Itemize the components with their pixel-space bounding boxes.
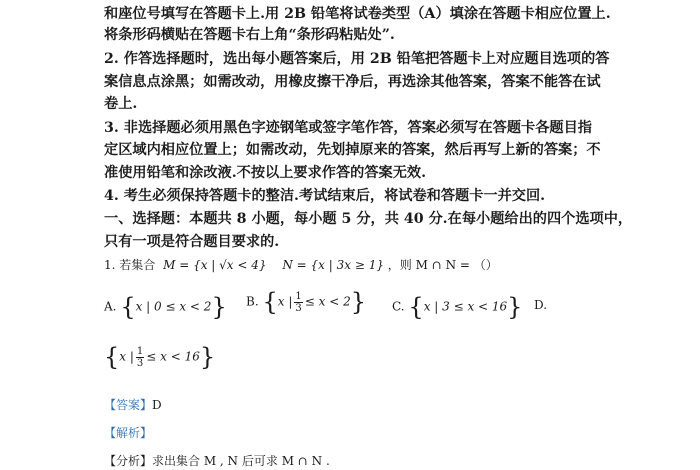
analysis-row xyxy=(104,424,152,441)
fraction-denominator: 3 xyxy=(295,302,302,314)
option-c-label: C. xyxy=(392,299,405,314)
brace-open-icon: { xyxy=(408,293,424,321)
instruction-line-2: 将条形码横贴在答题卡右上角“条形码粘贴处”. xyxy=(104,27,395,43)
brace-open-icon: { xyxy=(120,293,136,321)
option-b-text-pre: x | xyxy=(277,294,293,309)
instruction-line-5: 卷上. xyxy=(104,96,138,112)
brace-close-icon: } xyxy=(199,343,216,371)
option-b-text-post: ≤ x < 2 xyxy=(304,294,351,309)
set-M-definition: M = {x | √x < 4} xyxy=(163,258,267,272)
option-c-text: x | 3 ≤ x < 16 xyxy=(423,299,508,314)
instruction-line-7: 定区域内相应位置上；如需改动，先划掉原来的答案，然后再写上新的答案；不 xyxy=(104,142,601,158)
answer-label: 【答案】 xyxy=(104,398,153,412)
answer-row xyxy=(104,396,162,413)
question-stem xyxy=(104,256,498,273)
option-d[interactable] xyxy=(104,343,215,371)
instruction-line-4: 案信息点涂黑；如需改动，用橡皮擦干净后，再选涂其他答案，答案不能答在试 xyxy=(104,74,601,90)
instruction-line-6: 3. 非选择题必须用黑色字迹钢笔或签字笔作答，答案必须写在答题卡各题目指 xyxy=(104,120,592,136)
option-d-label-wrap[interactable] xyxy=(534,298,547,312)
option-b-label: B. xyxy=(246,294,259,309)
answer-value: D xyxy=(152,398,162,412)
instruction-line-1: 和座位号填写在答题卡上.用 2B 铅笔将试卷类型（A）填涂在答题卡相应位置上. xyxy=(104,6,611,22)
instruction-line-8: 准使用铅笔和涂改液.不按以上要求作答的答案无效. xyxy=(104,165,427,181)
option-a[interactable] xyxy=(104,293,227,321)
analysis-label: 【解析】 xyxy=(104,426,153,440)
brace-open-icon: { xyxy=(104,343,120,371)
brace-close-icon: } xyxy=(211,293,227,321)
fraction-numerator: 1 xyxy=(136,345,144,357)
brace-close-icon: } xyxy=(507,293,523,321)
fenxi-label: 【分析】 xyxy=(104,454,153,468)
instruction-line-9: 4. 考生必须保持答题卡的整洁.考试结束后，将试卷和答题卡一并交回. xyxy=(104,188,546,204)
brace-open-icon: { xyxy=(262,288,278,316)
fraction-denominator: 3 xyxy=(136,357,144,369)
fraction-numerator: 1 xyxy=(295,290,302,302)
option-d-text-pre: x | xyxy=(119,349,134,364)
question-prefix: 1. 若集合 xyxy=(104,258,156,272)
option-b-fraction xyxy=(294,291,302,314)
option-d-label: D. xyxy=(534,298,548,312)
option-d-fraction xyxy=(136,346,144,369)
set-N-definition: N = {x | 3x ≥ 1} xyxy=(282,258,384,272)
fenxi-text: 求出集合 M , N 后可求 M ∩ N . xyxy=(152,454,330,468)
option-c[interactable] xyxy=(392,293,522,321)
option-a-label: A. xyxy=(104,299,117,314)
option-a-text: x | 0 ≤ x < 2 xyxy=(135,299,212,314)
instruction-line-3: 2. 作答选择题时，选出每小题答案后，用 2B 铅笔把答题卡上对应题目选项的答 xyxy=(104,51,610,67)
option-b[interactable] xyxy=(246,288,366,316)
option-d-text-post: ≤ x < 16 xyxy=(146,349,200,364)
section-heading-line-1: 一、选择题：本题共 8 小题，每小题 5 分，共 40 分.在每小题给出的四个选项中， xyxy=(104,211,633,227)
fenxi-row xyxy=(104,452,330,469)
section-heading-line-2: 只有一项是符合题目要求的. xyxy=(104,234,280,250)
question-ask: ，则 M ∩ N = （） xyxy=(387,258,498,272)
brace-close-icon: } xyxy=(350,288,366,316)
